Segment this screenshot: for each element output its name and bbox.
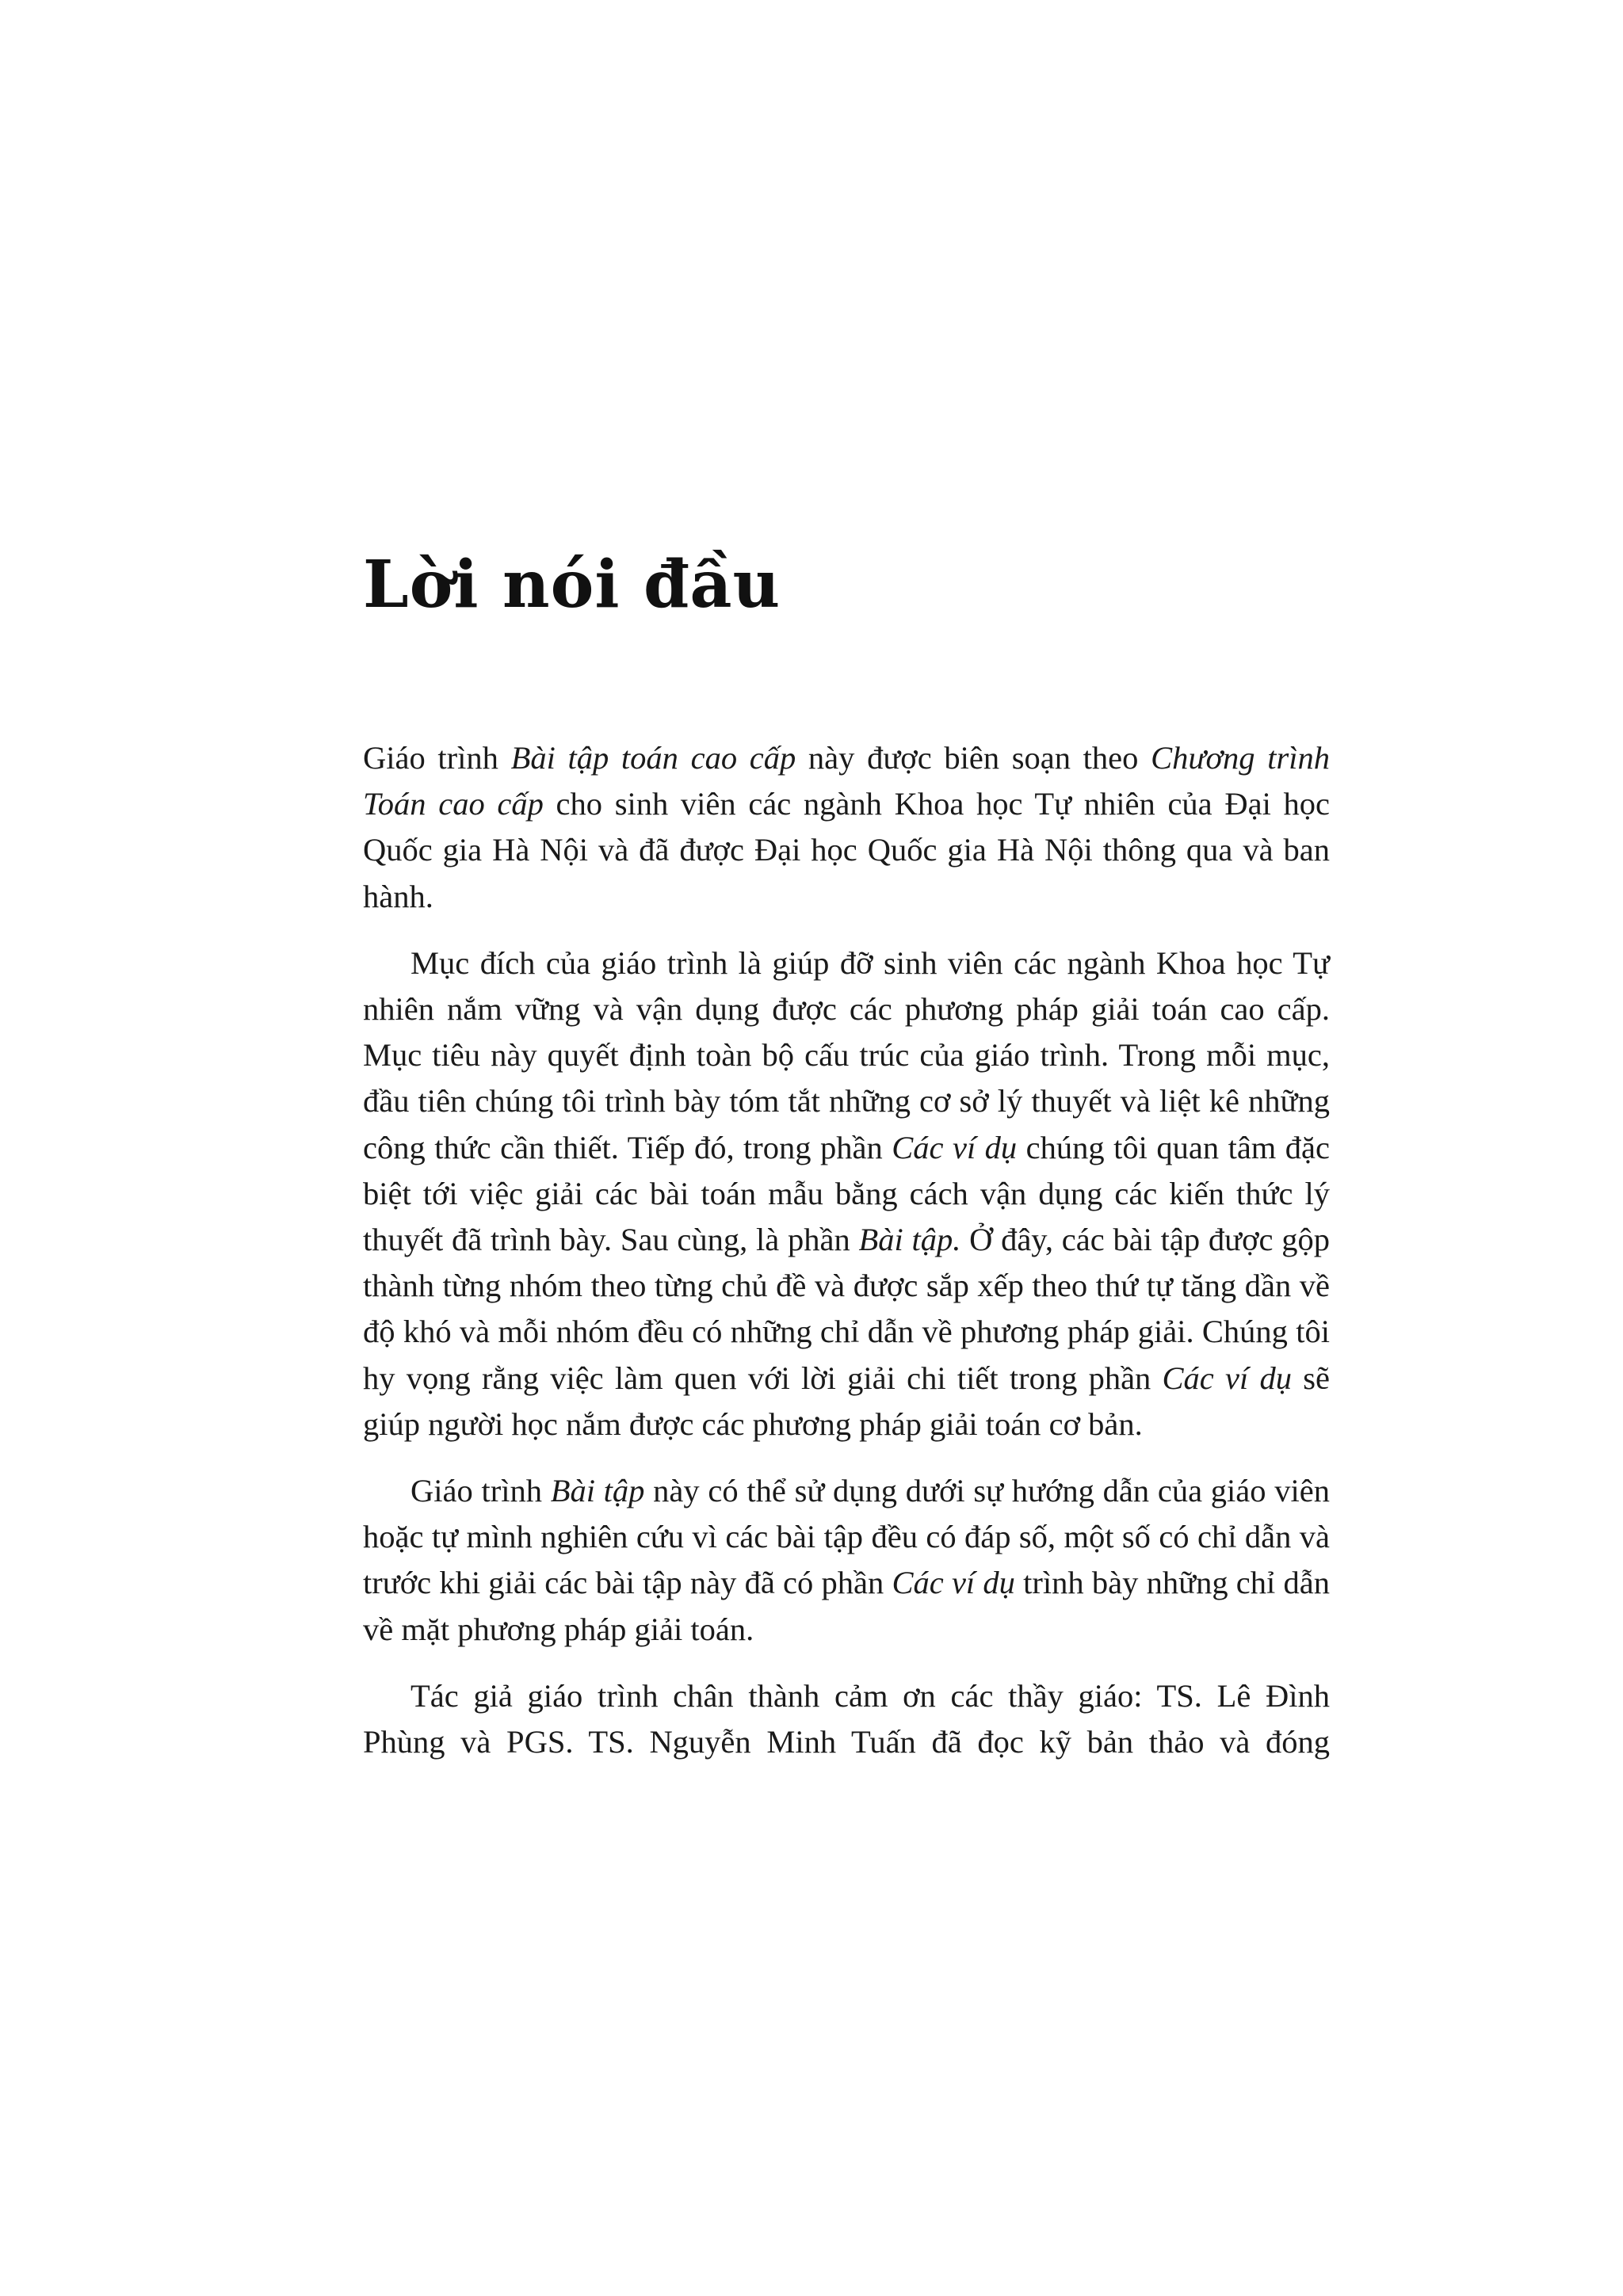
italic-text-segment: Các ví dụ	[1162, 1360, 1293, 1396]
italic-text-segment: Các ví dụ	[892, 1129, 1018, 1165]
paragraph-4	[363, 1673, 1330, 1765]
text-segment: trình bày những chỉ dẫn về mặt phương pháp giải toán.	[363, 1565, 1330, 1647]
paragraph-2	[363, 940, 1330, 1447]
text-segment: này có thể sử dụng dưới sự hướng dẫn của giáo viên hoặc tự mình nghiên cứu vì các bài tập đều có đáp số, một số có chỉ dẫn và trước khi giải các bài tập này đã có phần	[363, 1473, 1330, 1601]
text-segment: Mục đích của giáo trình là giúp đỡ sinh viên các ngành Khoa học Tự nhiên nắm vững và vận dụng được các phương pháp giải toán cao cấp. Mục tiêu này quyết định toàn bộ cấu trúc của giáo trình. Trong mỗi mục, đầu tiên chúng tôi trình bày tóm tắt những cơ sở lý thuyết và liệt kê những công thức cần thiết. Tiếp đó, trong phần	[363, 944, 1330, 1165]
italic-text-segment: Bài tập.	[858, 1222, 961, 1258]
text-segment: Tác giả giáo trình chân thành cảm ơn các thầy giáo: TS. Lê Đình Phùng và PGS. TS. Nguyễn Minh Tuấn đã đọc kỹ bản thảo và đóng	[363, 1677, 1330, 1760]
paragraph-1	[363, 735, 1330, 920]
italic-text-segment: Các ví dụ	[892, 1565, 1015, 1601]
italic-text-segment: Chương trình Toán cao cấp	[363, 740, 1331, 822]
text-segment: chúng tôi quan tâm đặc biệt tới việc giải các bài toán mẫu bằng cách vận dụng các kiến thức lý thuyết đã trình bày. Sau cùng, là phần	[363, 1129, 1330, 1258]
italic-text-segment: Bài tập toán cao cấp	[510, 740, 796, 776]
text-segment: Giáo trình	[411, 1473, 551, 1509]
chapter-title: Lời nói đầu	[363, 547, 781, 623]
text-segment: Giáo trình	[363, 740, 511, 776]
text-segment: Ở đây, các bài tập được gộp thành từng nhóm theo từng chủ đề và được sắp xếp theo thứ tự tăng dần về độ khó và mỗi nhóm đều có những chỉ dẫn về phương pháp giải. Chúng tôi hy vọng rằng việc làm quen với lời giải chi tiết trong phần	[363, 1222, 1330, 1396]
text-segment: cho sinh viên các ngành Khoa học Tự nhiên của Đại học Quốc gia Hà Nội và đã được Đại học Quốc gia Hà Nội thông qua và ban hành.	[363, 786, 1330, 914]
text-segment: này được biên soạn theo	[796, 740, 1151, 776]
text-segment: sẽ giúp người học nắm được các phương pháp giải toán cơ bản.	[363, 1360, 1330, 1442]
preface-body	[363, 735, 1330, 1765]
italic-text-segment: Bài tập	[550, 1473, 645, 1509]
paragraph-3	[363, 1468, 1330, 1653]
